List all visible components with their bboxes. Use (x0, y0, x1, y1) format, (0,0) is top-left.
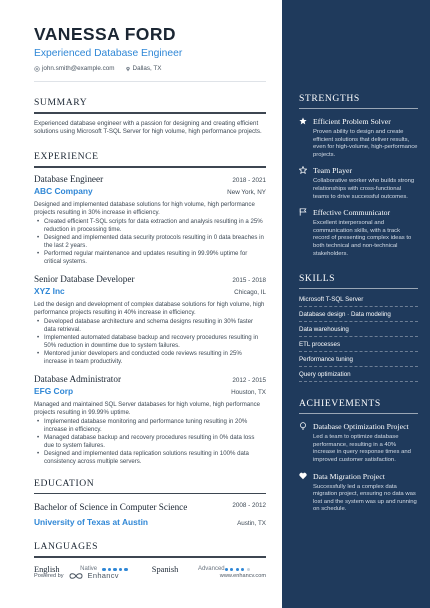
footer (34, 571, 266, 580)
language-level: Native (80, 566, 98, 573)
strengths-item-body (313, 117, 418, 159)
strengths-item (299, 208, 418, 258)
summary-divider (34, 112, 266, 114)
achievements-item-body (313, 422, 418, 464)
company-name: ABC Company (34, 185, 93, 196)
achievements-item-text: Led a team to optimize database performance, resulting in a 40% increase in query response times and improved customer satisfaction. (313, 434, 411, 463)
education-dates: 2008 - 2012 (232, 502, 266, 510)
job-entry (34, 174, 266, 266)
achievements-item-text: Successfully led a complex data migration project, ensuring no data was lost and the system was up and running on schedule. (313, 483, 417, 513)
job-dates: 2018 - 2021 (232, 176, 266, 184)
job-bullet: • Created efficient T-SQL scripts for data extraction and analysis resulting in a 25% reduction in processing time. (34, 218, 266, 234)
job-bullets (34, 418, 266, 466)
heart-icon (299, 472, 308, 514)
candidate-name: VANESSA FORD (34, 24, 176, 44)
header-divider (34, 81, 266, 82)
skill-item: ETL processes (299, 337, 418, 352)
company-name: EFG Corp (34, 385, 74, 396)
strengths-item (299, 166, 418, 201)
skill-item: Microsoft T-SQL Server (299, 292, 418, 307)
email-contact[interactable] (34, 65, 115, 72)
star-outline-icon (299, 166, 308, 201)
education-heading: EDUCATION (34, 477, 95, 489)
powered-by-label: Powered by (34, 572, 64, 579)
job-header (34, 274, 266, 284)
job-company-row (34, 186, 266, 196)
achievements-list (299, 422, 418, 514)
enhancv-logo-icon (69, 572, 83, 580)
job-bullet: • Implemented database monitoring and performance tuning resulting in 20% increase in efficiency. (34, 418, 266, 434)
candidate-role: Experienced Database Engineer (34, 48, 183, 59)
education-entry (34, 502, 266, 513)
job-company-row (34, 286, 266, 296)
brand-name: Enhancv (87, 571, 119, 580)
strengths-item-title: Team Player (313, 166, 353, 176)
job-location: Chicago, IL (234, 288, 266, 296)
job-entry (34, 374, 266, 466)
job-dates: 2015 - 2018 (232, 276, 266, 284)
job-dates: 2012 - 2015 (232, 376, 266, 384)
experience-divider (34, 166, 266, 168)
job-entry (34, 274, 266, 366)
language-name: English (34, 564, 60, 574)
skills-list (299, 292, 418, 382)
strengths-item-text: Collaborative worker who builds strong relationships with cross-functional teams to drive successful outcomes. (313, 178, 415, 200)
achievements-item (299, 422, 418, 464)
email-text: john.smith@example.com (42, 65, 115, 72)
job-location: Houston, TX (231, 388, 266, 396)
lightbulb-icon (299, 422, 308, 464)
location-contact (125, 65, 162, 72)
strengths-list (299, 117, 418, 258)
language-name: Spanish (151, 564, 179, 574)
at-icon (34, 66, 40, 72)
strengths-heading: STRENGTHS (299, 93, 360, 104)
job-bullet: • Mentored junior developers and conducted code reviews resulting in 25% increase in team productivity. (34, 350, 266, 366)
achievements-item-title: Data Migration Project (313, 471, 385, 481)
skills-heading: SKILLS (299, 273, 336, 285)
achievements-divider (299, 413, 418, 414)
skill-item: Data warehousing (299, 322, 418, 337)
school-location: Austin, TX (237, 520, 266, 528)
job-title: Senior Database Developer (34, 273, 135, 284)
strengths-item-text: Excellent interpersonal and communication skills, with a track record of presenting complex ideas to both technical and non-technical stakeholders. (313, 220, 412, 257)
achievements-item-title: Database Optimization Project (313, 422, 409, 432)
languages-divider (34, 556, 266, 558)
strengths-item-title: Effective Communicator (313, 208, 391, 218)
job-title: Database Engineer (34, 173, 104, 184)
flag-icon (299, 208, 308, 258)
job-bullet: • Managed database backup and recovery procedures resulting in 0% data loss due to system failures. (34, 434, 266, 450)
location-pin-icon (125, 66, 131, 72)
job-bullet: • Performed regular maintenance and updates resulting in 99.99% uptime for critical systems. (34, 250, 266, 266)
job-bullet: • Designed and implemented data security protocols resulting in 0 data breaches in the last 2 years. (34, 234, 266, 250)
achievements-heading: ACHIEVEMENTS (299, 398, 381, 410)
experience-list (34, 174, 266, 466)
strengths-item-body (313, 208, 418, 258)
languages-heading: LANGUAGES (34, 541, 99, 553)
contact-info (34, 65, 266, 72)
strengths-item-text: Proven ability to design and create efficient solutions that deliver results, even for high-volume, high-performance projects. (313, 129, 418, 158)
footer-url[interactable]: www.enhancv.com (219, 572, 266, 579)
summary-text: Experienced database engineer with a passion for designing and creating efficient solutions using Microsoft T-SQL Server for high volume, high performance projects. (34, 119, 262, 135)
job-header (34, 174, 266, 184)
summary-heading: SUMMARY (34, 97, 88, 108)
experience-heading: EXPERIENCE (34, 151, 99, 163)
star-icon (299, 117, 308, 159)
strengths-item (299, 117, 418, 159)
sidebar (282, 0, 430, 608)
job-bullet: • Developed database architecture and schema designs resulting in 30% faster data retrieval. (34, 318, 266, 334)
skill-item: Query optimization (299, 367, 418, 382)
job-location: New York, NY (227, 188, 266, 196)
achievements-item-body (313, 472, 418, 514)
company-name: XYZ Inc (34, 285, 65, 296)
job-bullet: • Implemented automated database backup and recovery procedures resulting in 50% reduction in downtime due to system failures. (34, 334, 266, 350)
degree-title: Bachelor of Science in Computer Science (34, 502, 188, 513)
school-name: University of Texas at Austin (34, 517, 149, 528)
job-bullets (34, 318, 266, 366)
location-text: Dallas, TX (132, 65, 162, 72)
language-level: Advanced (197, 566, 225, 573)
education-divider (34, 493, 266, 495)
job-description: Designed and implemented database solutions for high volume, high performance projects resulting in 30% increase in efficiency. (34, 200, 255, 216)
job-title: Database Administrator (34, 373, 122, 384)
skills-divider (299, 288, 418, 289)
job-header (34, 374, 266, 384)
skill-item: Database design · Data modeling (299, 307, 418, 322)
strengths-divider (299, 108, 418, 109)
strengths-item-body (313, 166, 418, 201)
strengths-item-title: Efficient Problem Solver (313, 117, 391, 126)
achievements-item (299, 472, 418, 514)
job-description: Managed and maintained SQL Server databases for high volume, high performance projects resulting in 99.99% uptime. (34, 400, 261, 416)
job-description: Led the design and development of complex database solutions for high volume, high performance projects resulting in 40% increase in efficiency. (34, 300, 265, 316)
powered-by (34, 571, 119, 580)
skill-item: Performance tuning (299, 352, 418, 367)
job-company-row (34, 386, 266, 396)
job-bullets (34, 218, 266, 266)
job-bullet: • Designed and implemented data replication solutions resulting in 100% data consistency across multiple servers. (34, 450, 266, 466)
